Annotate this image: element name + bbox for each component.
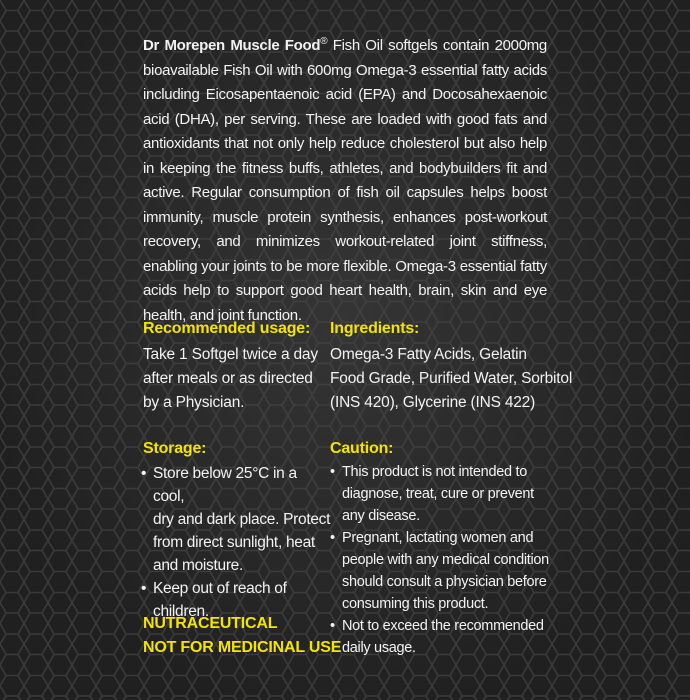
storage-item-line: from direct sunlight, heat: [153, 534, 315, 551]
caution-heading: Caution:: [330, 440, 394, 457]
nutraceutical-notice: [143, 612, 341, 660]
storage-item: [141, 462, 331, 577]
caution-item-line: Not to exceed the recommended: [342, 618, 544, 634]
brand-name: Dr Morepen Muscle Food: [143, 37, 321, 54]
caution-item: [330, 461, 560, 527]
usage-heading: Recommended usage:: [143, 320, 311, 337]
caution-item-line: people with any medical condition: [342, 552, 549, 568]
storage-item-line: Store below 25°C in a cool,: [153, 465, 297, 505]
ingredients-line: (INS 420), Glycerine (INS 422): [330, 394, 536, 411]
not-medicinal-label: NOT FOR MEDICINAL USE: [143, 639, 342, 656]
ingredients-heading: Ingredients:: [330, 320, 420, 337]
bullet-icon: •: [330, 618, 335, 634]
ingredients-text: [330, 343, 572, 415]
storage-item-line: Keep out of reach of children.: [153, 580, 287, 620]
storage-list: [141, 462, 331, 623]
description-text: Fish Oil softgels contain 2000mg bioavailable Fish Oil with 600mg Omega-3 essential fatty acids including Eicosapentaenoic acid (EPA) and Docosahexaenoic acid (DHA), per serving. These are loaded with good fats and antioxidants that not only help reduce cholesterol but also help in keeping the fitness buffs, athletes, and bodybuilders fit and active. Regular consumption of fish oil capsules helps boost immunity, muscle protein synthesis, enhances post-workout recovery, and minimizes workout-related joint stiffness, enabling your joints to be more flexible. Omega-3 essential fatty acids help to support good heart health, brain, skin and eye health, and joint function.: [143, 37, 547, 324]
bullet-icon: •: [141, 580, 147, 597]
caution-item-line: Pregnant, lactating women and: [342, 530, 534, 546]
caution-item: [330, 615, 560, 659]
ingredients-line: Food Grade, Purified Water, Sorbitol: [330, 370, 573, 387]
usage-text: [143, 343, 318, 415]
storage-heading: Storage:: [143, 440, 207, 457]
bullet-icon: •: [330, 530, 335, 546]
caution-item-line: should consult a physician before: [342, 574, 547, 590]
bullet-icon: •: [330, 464, 335, 480]
product-description: [143, 34, 547, 328]
storage-item-line: and moisture.: [153, 557, 244, 574]
registered-mark: ®: [320, 36, 328, 47]
usage-line: Take 1 Softgel twice a day: [143, 346, 318, 363]
caution-item-line: daily usage.: [342, 640, 416, 656]
nutraceutical-label: NUTRACEUTICAL: [143, 615, 278, 632]
caution-item: [330, 527, 560, 615]
caution-list: [330, 461, 560, 659]
usage-line: after meals or as directed: [143, 370, 313, 387]
bullet-icon: •: [141, 465, 147, 482]
caution-item-line: diagnose, treat, cure or prevent: [342, 486, 534, 502]
caution-item-line: any disease.: [342, 508, 420, 524]
ingredients-line: Omega-3 Fatty Acids, Gelatin: [330, 346, 527, 363]
usage-line: by a Physician.: [143, 394, 245, 411]
caution-item-line: This product is not intended to: [342, 464, 527, 480]
caution-item-line: consuming this product.: [342, 596, 489, 612]
storage-item-line: dry and dark place. Protect: [153, 511, 331, 528]
